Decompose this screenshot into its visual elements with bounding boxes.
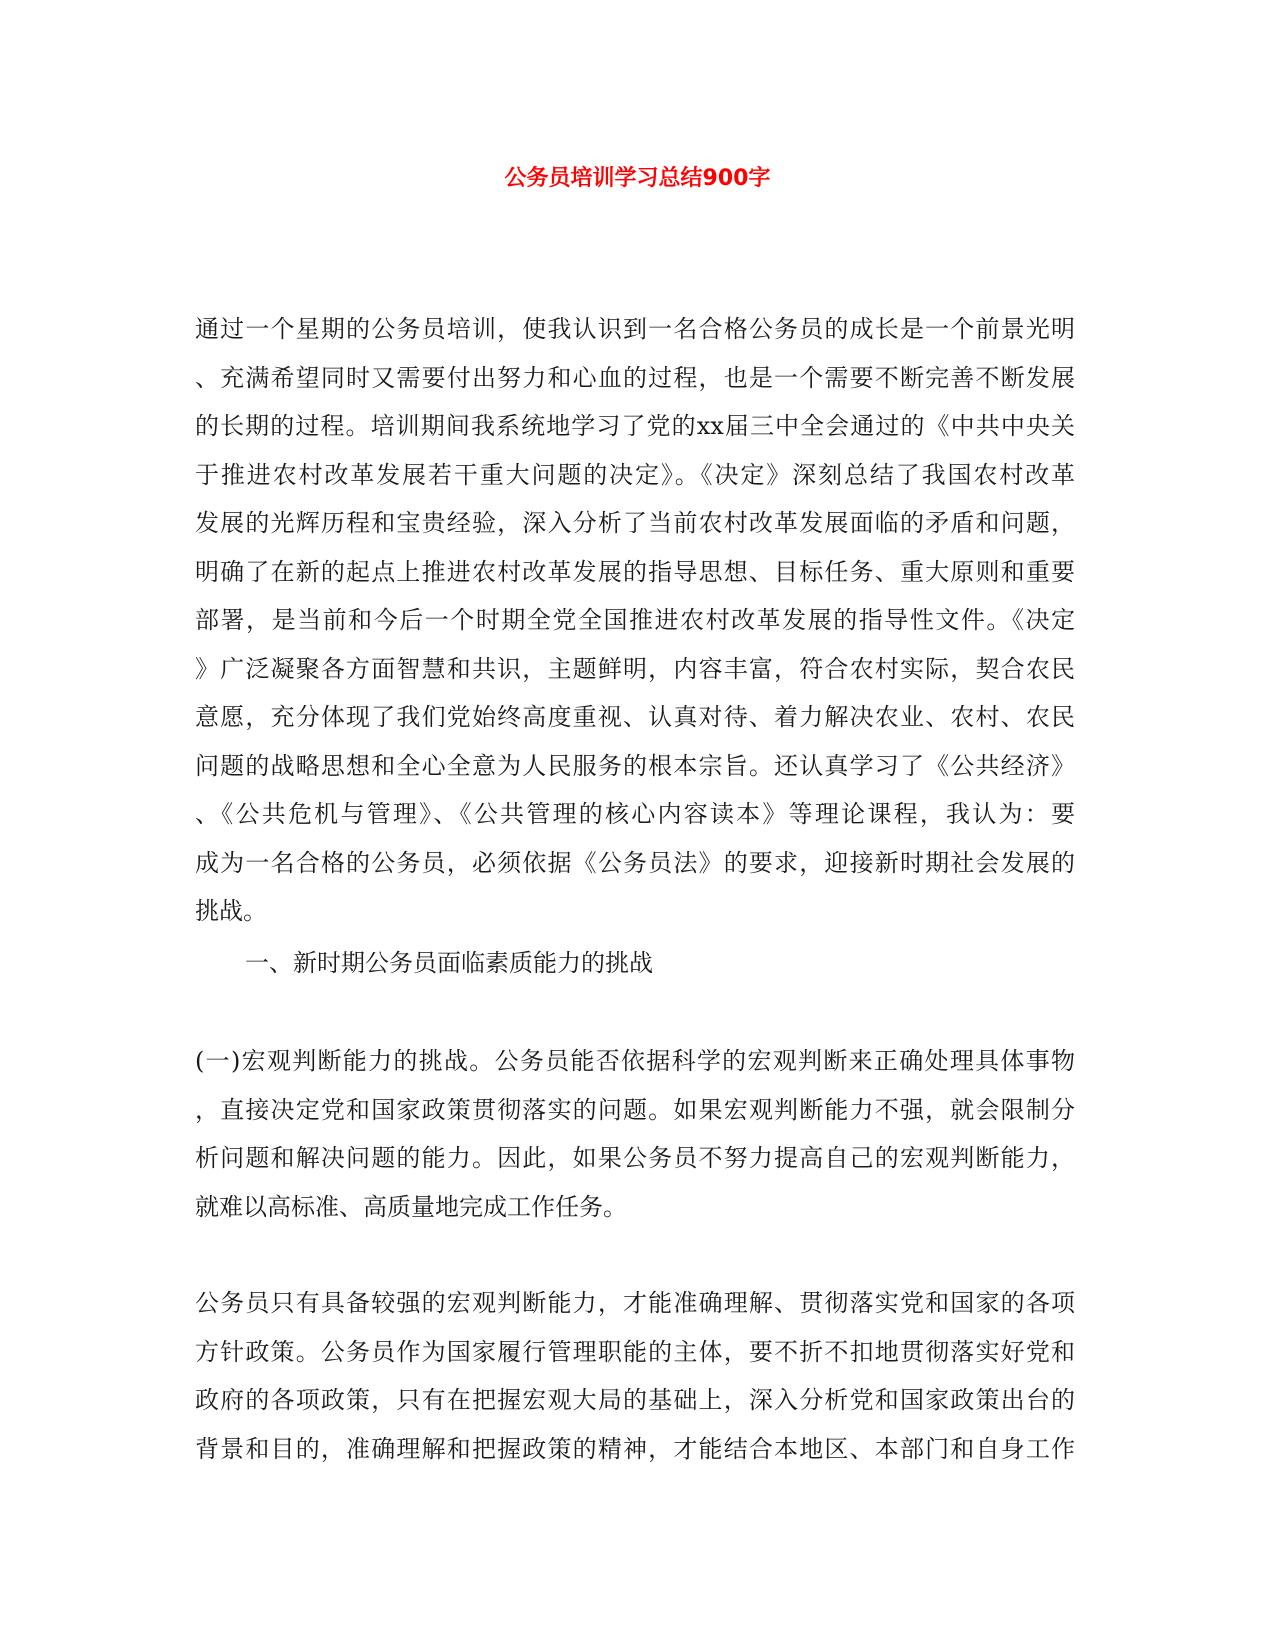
paragraph-line: 、《公共危机与管理》、《公共管理的核心内容读本》等理论课程，我认为：要 <box>195 800 1075 828</box>
paragraph-line: 背景和目的，准确理解和把握政策的精神，才能结合本地区、本部门和自身工作 <box>195 1434 1075 1463</box>
paragraph-line: 问题的战略思想和全心全意为人民服务的根本宗旨。还认真学习了《公共经济》 <box>195 751 1075 780</box>
paragraph-line: 通过一个星期的公务员培训，使我认识到一名合格公务员的成长是一个前景光明 <box>195 315 1075 343</box>
paragraph-line: 》广泛凝聚各方面智慧和共识，主题鲜明，内容丰富，符合农村实际，契合农民 <box>195 654 1075 683</box>
paragraph-line: 明确了在新的起点上推进农村改革发展的指导思想、目标任务、重大原则和重要 <box>195 557 1075 586</box>
paragraph-line: 析问题和解决问题的能力。因此，如果公务员不努力提高自己的宏观判断能力， <box>195 1144 1075 1172</box>
paragraph-line: 公务员只有具备较强的宏观判断能力，才能准确理解、贯彻落实党和国家的各项 <box>195 1289 1075 1317</box>
section-heading: 一、新时期公务员面临素质能力的挑战 <box>245 949 653 977</box>
paragraph-line: 于推进农村改革发展若干重大问题的决定》。《决定》深刻总结了我国农村改革 <box>195 460 1075 489</box>
paragraph-1 <box>195 305 1075 936</box>
paragraph-3 <box>195 1279 1075 1473</box>
paragraph-line: 部署，是当前和今后一个时期全党全国推进农村改革发展的指导性文件。《决定 <box>195 606 1075 634</box>
paragraph-line: (一)宏观判断能力的挑战。公务员能否依据科学的宏观判断来正确处理具体事物 <box>195 1047 1075 1075</box>
paragraph-line: 意愿，充分体现了我们党始终高度重视、认真对待、着力解决农业、农村、农民 <box>195 703 1075 731</box>
paragraph-2 <box>195 1037 1075 1231</box>
paragraph-line: 发展的光辉历程和宝贵经验，深入分析了当前农村改革发展面临的矛盾和问题， <box>195 509 1075 537</box>
paragraph-line: 政府的各项政策，只有在把握宏观大局的基础上，深入分析党和国家政策出台的 <box>195 1386 1075 1414</box>
paragraph-line: 、充满希望同时又需要付出努力和心血的过程，也是一个需要不断完善不断发展 <box>195 363 1075 392</box>
paragraph-line: 成为一名合格的公务员，必须依据《公务员法》的要求，迎接新时期社会发展的 <box>195 848 1075 877</box>
paragraph-line: ，直接决定党和国家政策贯彻落实的问题。如果宏观判断能力不强，就会限制分 <box>195 1095 1075 1124</box>
paragraph-line: 的长期的过程。培训期间我系统地学习了党的xx届三中全会通过的《中共中央关 <box>195 412 1075 440</box>
paragraph-line: 就难以高标准、高质量地完成工作任务。 <box>195 1192 627 1221</box>
paragraph-line: 挑战。 <box>195 897 267 925</box>
document-title: 公务员培训学习总结900字 <box>504 166 771 191</box>
paragraph-line: 方针政策。公务员作为国家履行管理职能的主体，要不折不扣地贯彻落实好党和 <box>195 1337 1075 1366</box>
